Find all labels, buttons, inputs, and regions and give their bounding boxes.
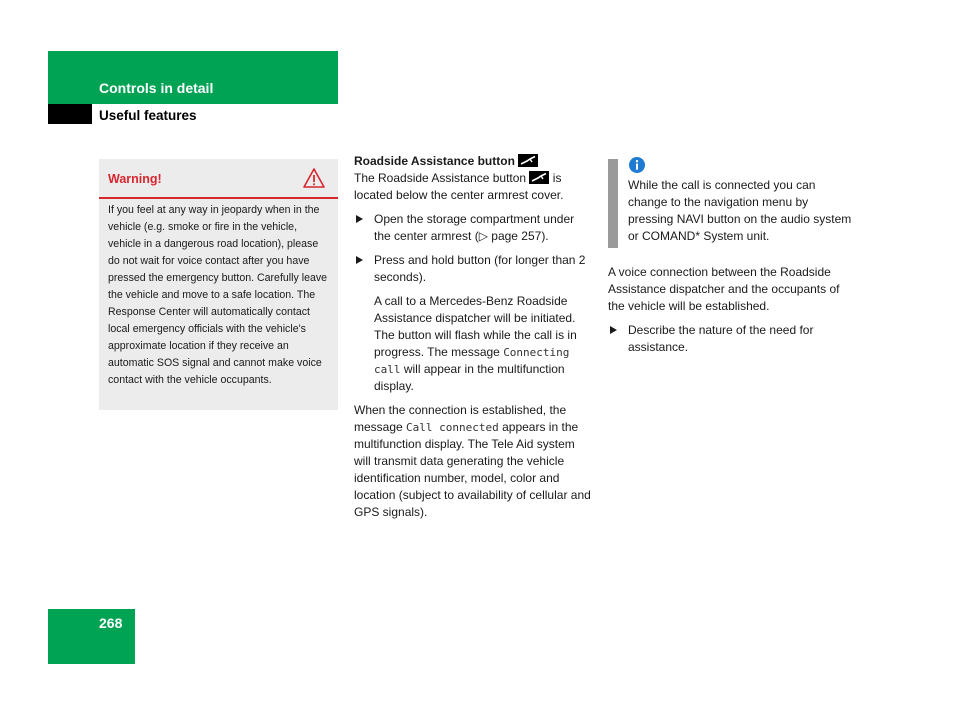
connected-text-after: appears in the multifunction display. The Tele Aid system will transmit data generating the vehicle identification number, model, color and location (subject to availability of cellular and GPS signals). <box>354 420 591 519</box>
warning-header <box>99 159 338 199</box>
roadside-heading-text: Roadside Assistance button <box>354 154 515 168</box>
side-column <box>608 264 853 363</box>
page-number: 268 <box>99 615 123 631</box>
result-text-before: A call to a Mercedes-Benz Roadside Assistance dispatcher will be initiated. The button will flash while the call is in progress. The message <box>374 294 577 359</box>
intro-text-before: The Roadside Assistance button <box>354 171 527 185</box>
connected-text-before: When the connection is established, the message <box>354 403 567 434</box>
roadside-heading <box>354 153 594 170</box>
warning-text: If you feel at any way in jeopardy when in the vehicle (e.g. smoke or fire in the vehicle, vehicle in a dangerous road location), please do not wait for voice contact after you have pressed the emergency button. Carefully leave the vehicle and move to a safe location. The Response Center will automatically contact local emergency officials with the vehicle's approximate location if they receive an automatic SOS signal and cannot make voice contact with the vehicle occupants. <box>108 204 328 386</box>
connection-established-text <box>354 402 594 521</box>
instruction-text: Open the storage compartment under the center armrest (▷ page 257). <box>374 212 575 243</box>
instruction-press-button <box>354 252 594 286</box>
header-marker <box>48 104 92 124</box>
bullet-arrow-icon <box>610 326 617 334</box>
instruction-describe-need <box>608 322 853 356</box>
instruction-open-compartment <box>354 211 594 245</box>
result-text-after: will appear in the multifunction display. <box>374 362 565 393</box>
bullet-arrow-icon <box>356 215 363 223</box>
intro-text-after: is located below the center armrest cover. <box>354 171 564 202</box>
info-icon <box>629 157 645 173</box>
warning-box <box>99 159 338 410</box>
call-result-text <box>354 293 594 395</box>
voice-connection-text: A voice connection between the Roadside Assistance dispatcher and the occupants of the vehicle will be established. <box>608 265 840 313</box>
info-note: While the call is connected you can change to the navigation menu by pressing NAVI button on the audio system or COMAND* System unit. <box>628 178 852 243</box>
subsection-title: Useful features <box>99 108 197 123</box>
instruction-text: Describe the nature of the need for assistance. <box>628 323 814 354</box>
roadside-button-icon <box>529 171 549 184</box>
main-column <box>354 153 594 521</box>
display-message-connected: Call connected <box>406 421 499 434</box>
warning-title: Warning! <box>108 172 162 186</box>
header-band <box>48 51 338 104</box>
roadside-intro <box>354 170 594 204</box>
instruction-text: Press and hold button (for longer than 2 seconds). <box>374 253 586 284</box>
roadside-button-icon <box>518 154 538 167</box>
bullet-arrow-icon <box>356 256 363 264</box>
section-title: Controls in detail <box>99 80 214 96</box>
info-bar <box>608 159 618 248</box>
display-message-connecting: Connecting call <box>374 346 570 376</box>
warning-triangle-icon <box>303 167 325 189</box>
